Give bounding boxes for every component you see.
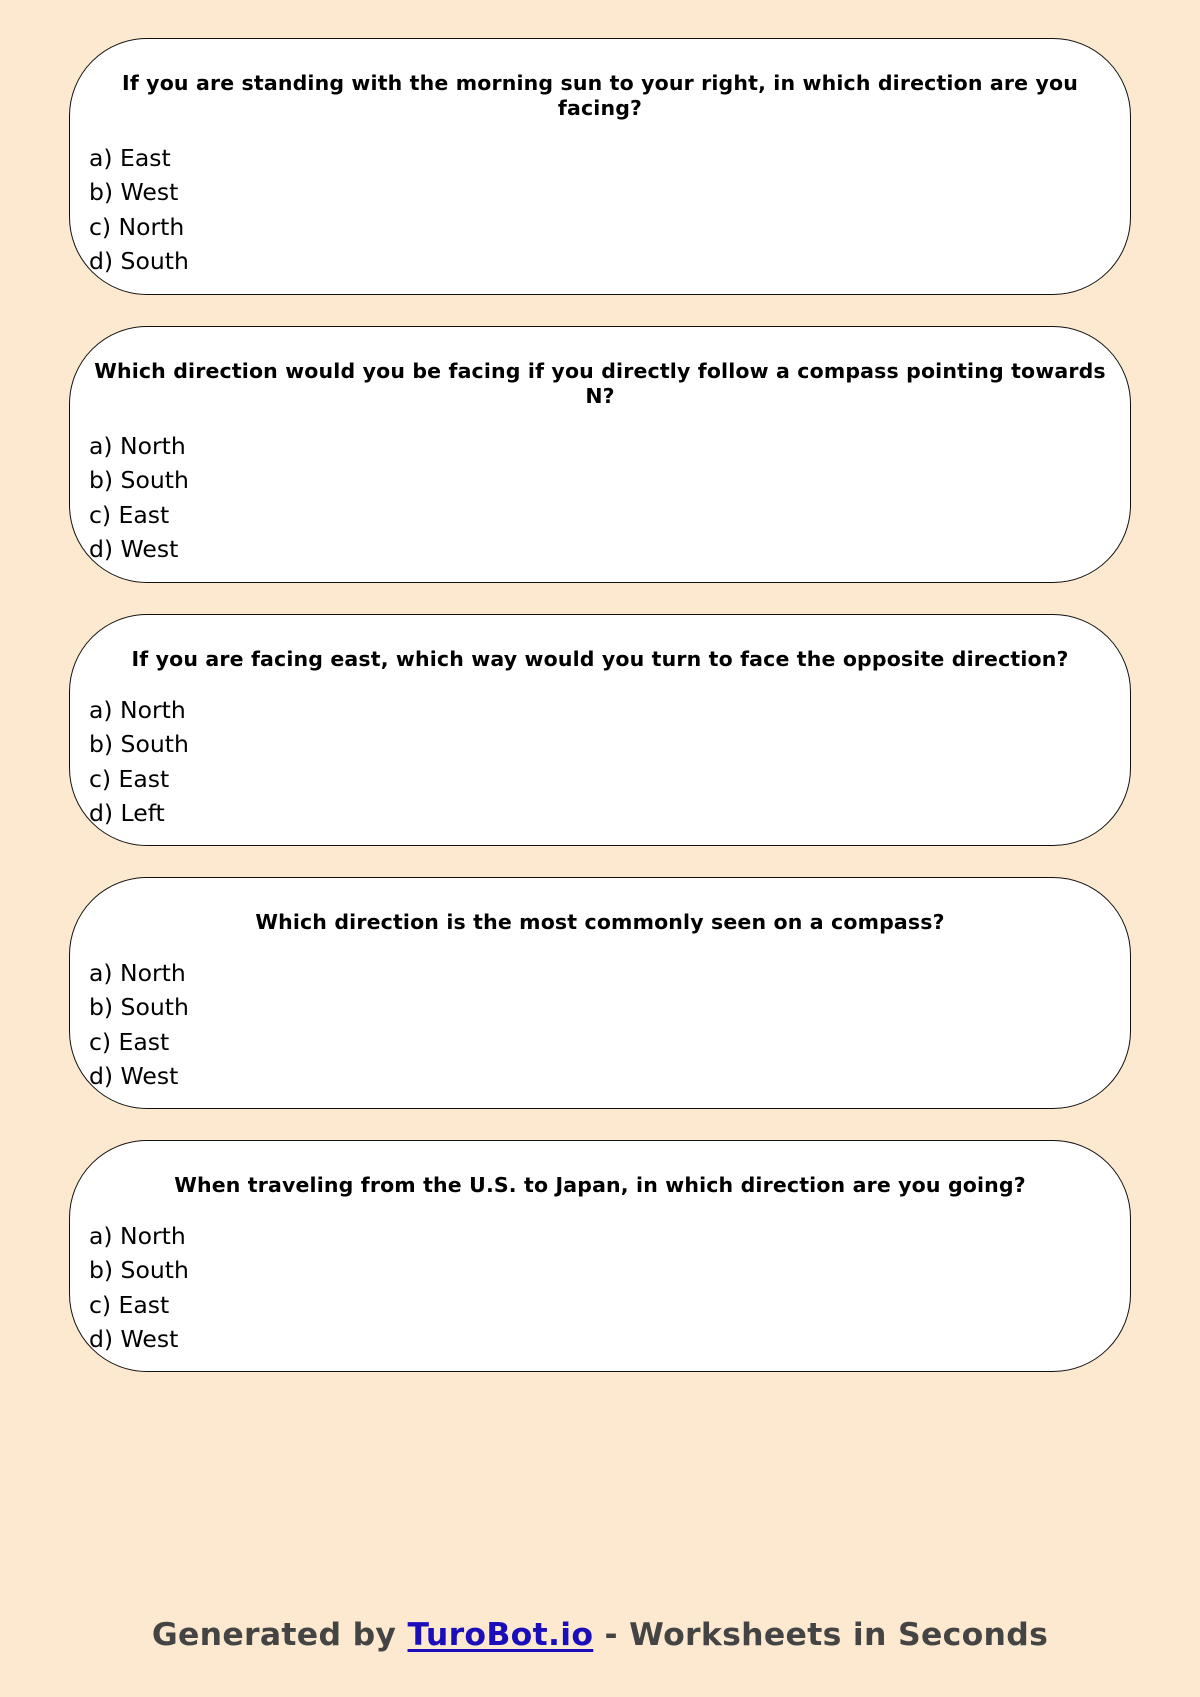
options-list (89, 1219, 189, 1356)
question-card (69, 614, 1131, 846)
option-a: a) East (89, 144, 171, 172)
footer-prefix: Generated by (151, 1617, 408, 1653)
option-a: a) North (89, 1222, 186, 1250)
question-text: When traveling from the U.S. to Japan, in which direction are you going? (174, 1173, 1026, 1197)
option-a: a) North (89, 432, 186, 460)
question-card (69, 1140, 1131, 1372)
question-card (69, 326, 1131, 583)
option-a: a) North (89, 959, 186, 987)
question-text: If you are standing with the morning sun to your right, in which direction are you facing? (122, 71, 1078, 120)
option-c: c) East (89, 1290, 170, 1319)
options-list (89, 956, 189, 1093)
options-list (89, 429, 189, 566)
option-c: c) East (89, 764, 170, 793)
question-text: If you are facing east, which way would you turn to face the opposite direction? (131, 647, 1069, 671)
turobot-link[interactable]: TuroBot.io (407, 1617, 594, 1653)
options-list (89, 141, 189, 278)
footer-suffix: - Worksheets in Seconds (593, 1617, 1049, 1653)
option-c: c) North (89, 212, 185, 241)
option-d: d) Left (89, 798, 165, 827)
question-card (69, 877, 1131, 1109)
option-d: d) West (89, 1061, 179, 1090)
option-a: a) North (89, 696, 186, 724)
question-text: Which direction would you be facing if you directly follow a compass pointing towards N? (94, 359, 1106, 408)
option-b: b) South (89, 466, 189, 495)
option-d: d) West (89, 1324, 179, 1353)
option-b: b) West (89, 178, 179, 207)
question-text: Which direction is the most commonly seen on a compass? (255, 910, 945, 934)
option-d: d) West (89, 534, 179, 563)
option-c: c) East (89, 1027, 170, 1056)
options-list (89, 693, 189, 830)
option-b: b) South (89, 1256, 189, 1285)
option-b: b) South (89, 993, 189, 1022)
option-d: d) South (89, 246, 189, 275)
footer-credit (0, 1617, 1200, 1653)
option-c: c) East (89, 500, 170, 529)
question-card (69, 38, 1131, 295)
option-b: b) South (89, 730, 189, 759)
